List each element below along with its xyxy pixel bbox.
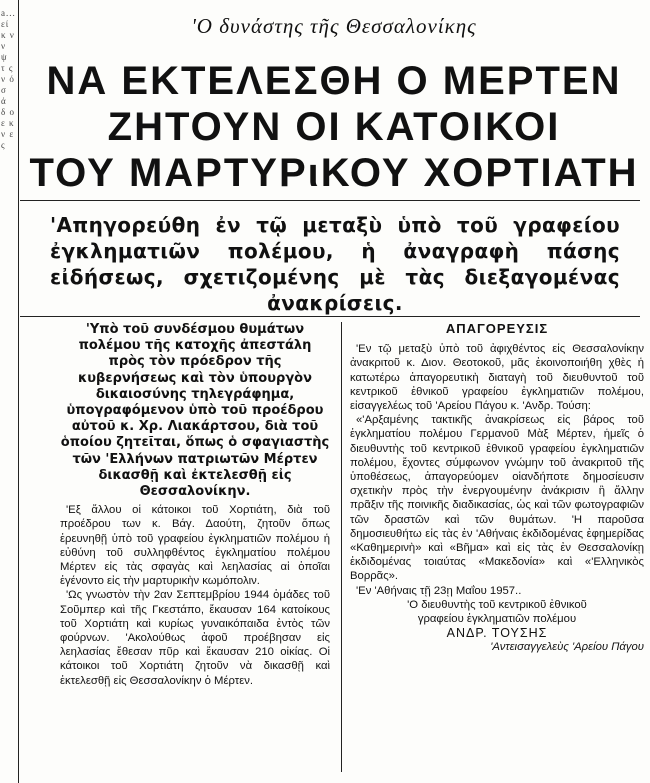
signature-line-2: γραφείου ἐγκληματιῶν πολέμου — [417, 613, 577, 626]
subhead: ΑΠΑΓΟΡΕΥΣΙΣ — [445, 321, 549, 336]
headline-line-2: ΖΗΤΟΥΝ ΟΙ ΚΑΤΟΙΚΟΙ — [107, 105, 561, 149]
signature-block — [350, 598, 644, 655]
adjacent-column-text: a... εί κ ν ν ψ τ ς ν ό σ ά δ ο ε κ ν ε ς — [1, 8, 16, 150]
dateline: 'Εν 'Αθήναις τῇ 23ῃ Μαΐου 1957.. — [356, 584, 522, 597]
headline-line-3: ΤΟΥ ΜΑΡΤΥΡιΚΟΥ ΧΟΡΤΙΑΤΗ — [29, 151, 639, 195]
right-column — [350, 322, 644, 655]
adjacent-column-edge — [0, 0, 19, 783]
signature-name: ΑΝΔΡ. ΤΟΥΣΗΣ — [446, 626, 548, 641]
left-paragraph-2: 'Ως γνωστὸν τὴν 2αν Σεπτεμβρίου 1944 ὁμάδες τοῦ Σοῦμπερ καὶ τῆς Γκεστάπο, ἔκαυσαν 164 κατοίκους τοῦ Χορτιάτη καὶ κυρίως γυναικόπαιδα ἐντὸς τῶν φούρνων. 'Ακολούθως ἀφοῦ προέβησαν εἰς λεηλασίας ἔθεσαν πῦρ καὶ ἔκαυσαν 210 οἰκίας. Οἱ κάτοικοι τοῦ Χορτιάτη ζητοῦν νὰ δικασθῇ καὶ ἐκτελεσθῇ εἰς Θεσσαλονίκην ὁ Μέρτεν. — [60, 589, 330, 687]
right-paragraph-1: 'Εν τῷ μεταξὺ ὑπὸ τοῦ ἀφιχθέντος εἰς Θεσσαλονίκην ἀνακριτοῦ κ. Διον. Θεοτοκοῦ, μᾶς ἐκοινοποιήθη χθὲς ἡ κατωτέρω ἀπαγορευτικὴ διαταγὴ τοῦ διευθυντοῦ τοῦ κεντρικοῦ ἐθνικοῦ γραφείου ἐγκληματιῶν πολέμου, εἰσαγγελέως τοῦ 'Αρείου Πάγου κ. 'Ανδρ. Τούση: — [350, 343, 644, 413]
left-column — [60, 322, 330, 688]
deck: 'Απηγορεύθη ἐν τῷ μεταξὺ ὑπὸ τοῦ γραφείου ἐγκληματιῶν πολέμου, ἡ ἀναγραφὴ πάσης εἰδήσεως, σχετιζομένης μὲ τὰς διεξαγομένας ἀνακρίσεις. — [50, 213, 620, 315]
signature-title: 'Αντεισαγγελεὺς 'Αρείου Πάγου — [490, 641, 644, 654]
headline — [18, 58, 650, 196]
deck-rule — [20, 316, 640, 317]
headline-line-1: ΝΑ ΕΚΤΕΛΕΣΘΗ Ο ΜΕΡΤΕΝ — [46, 59, 622, 103]
lead-paragraph: 'Υπὸ τοῦ συνδέσμου θυμάτων πολέμου τῆς κατοχῆς ἀπεστάλη πρὸς τὸν πρόεδρον τῆς κυβερνήσεως καὶ τὸν ὑπουργὸν δικαιοσύνης τηλεγράφημα, ὑπογραφόμενον ὑπὸ τοῦ προέδρου αὐτοῦ κ. Χρ. Λιακάρτσου, διὰ τοῦ ὁποίου ζητεῖται, ὅπως ὁ σφαγιαστὴς τῶν 'Ελλήνων πατριωτῶν Μέρτεν δικασθῇ καὶ ἐκτελεσθῇ εἰς Θεσσαλονίκην. — [60, 322, 330, 500]
signature-line-1: 'Ο διευθυντὴς τοῦ κεντρικοῦ ἐθνικοῦ — [407, 598, 587, 611]
column-divider — [341, 322, 342, 772]
headline-rule — [20, 200, 640, 201]
kicker: 'Ο δυνάστης τῆς Θεσσαλονίκης — [191, 14, 477, 38]
right-paragraph-2: «'Αρξαμένης τακτικῆς ἀνακρίσεως εἰς βάρος τοῦ ἐγκληματίου πολέμου Γερμανοῦ Μὰξ Μέρτεν, ἡμεῖς ὁ διευθυντὴς τοῦ κεντρικοῦ ἐθνικοῦ γραφείου ἐγκληματιῶν πολέμου, ἔχοντες σύμφωνον γνώμην τοῦ ἀνακριτοῦ τῆς ὑποθέσεως, ἀπαγορεύομεν οἱανδήποτε δημοσίευσιν σχετικὴν πρὸς τὴν ἐνεργουμένην ἀνάκρισιν ἢ ἄλλην πρᾶξιν τῆς ποινικῆς διαδικασίας, ὡς καὶ τῶν φωτογραφιῶν τῶν δραστῶν καὶ τῶν θυμάτων. 'Η παροῦσα δημοσιευθήτω εἰς τὰς ἐν 'Αθήναις ἐκδιδομένας ἐφημερίδας «Καθημερινὴ» καὶ «Βῆμα» καὶ εἰς τὰς ἐν Θεσσαλονίκῃ ἐκδιδομένας τοιαύτας «Μακεδονία» καὶ «'Ελληνικὸς Βορρᾶς». — [350, 414, 644, 583]
left-paragraph-1: 'Εξ ἄλλου οἱ κάτοικοι τοῦ Χορτιάτη, διὰ τοῦ προέδρου των κ. Βάγ. Δαούτη, ζητοῦν ὅπως ἐρευνηθῇ ὑπὸ τοῦ γραφείου ἐγκληματιῶν πολέμου ἡ εὐθύνη τοῦ συλληφθέντος ἐγκληματίου πολέμου Μέρτεν εἰς τὰς σφαγὰς καὶ λεηλασίας αἱ ὁποῖαι ἐγένοντο εἰς τὴν μαρτυρικὴν κωμόπολιν. — [60, 504, 330, 588]
